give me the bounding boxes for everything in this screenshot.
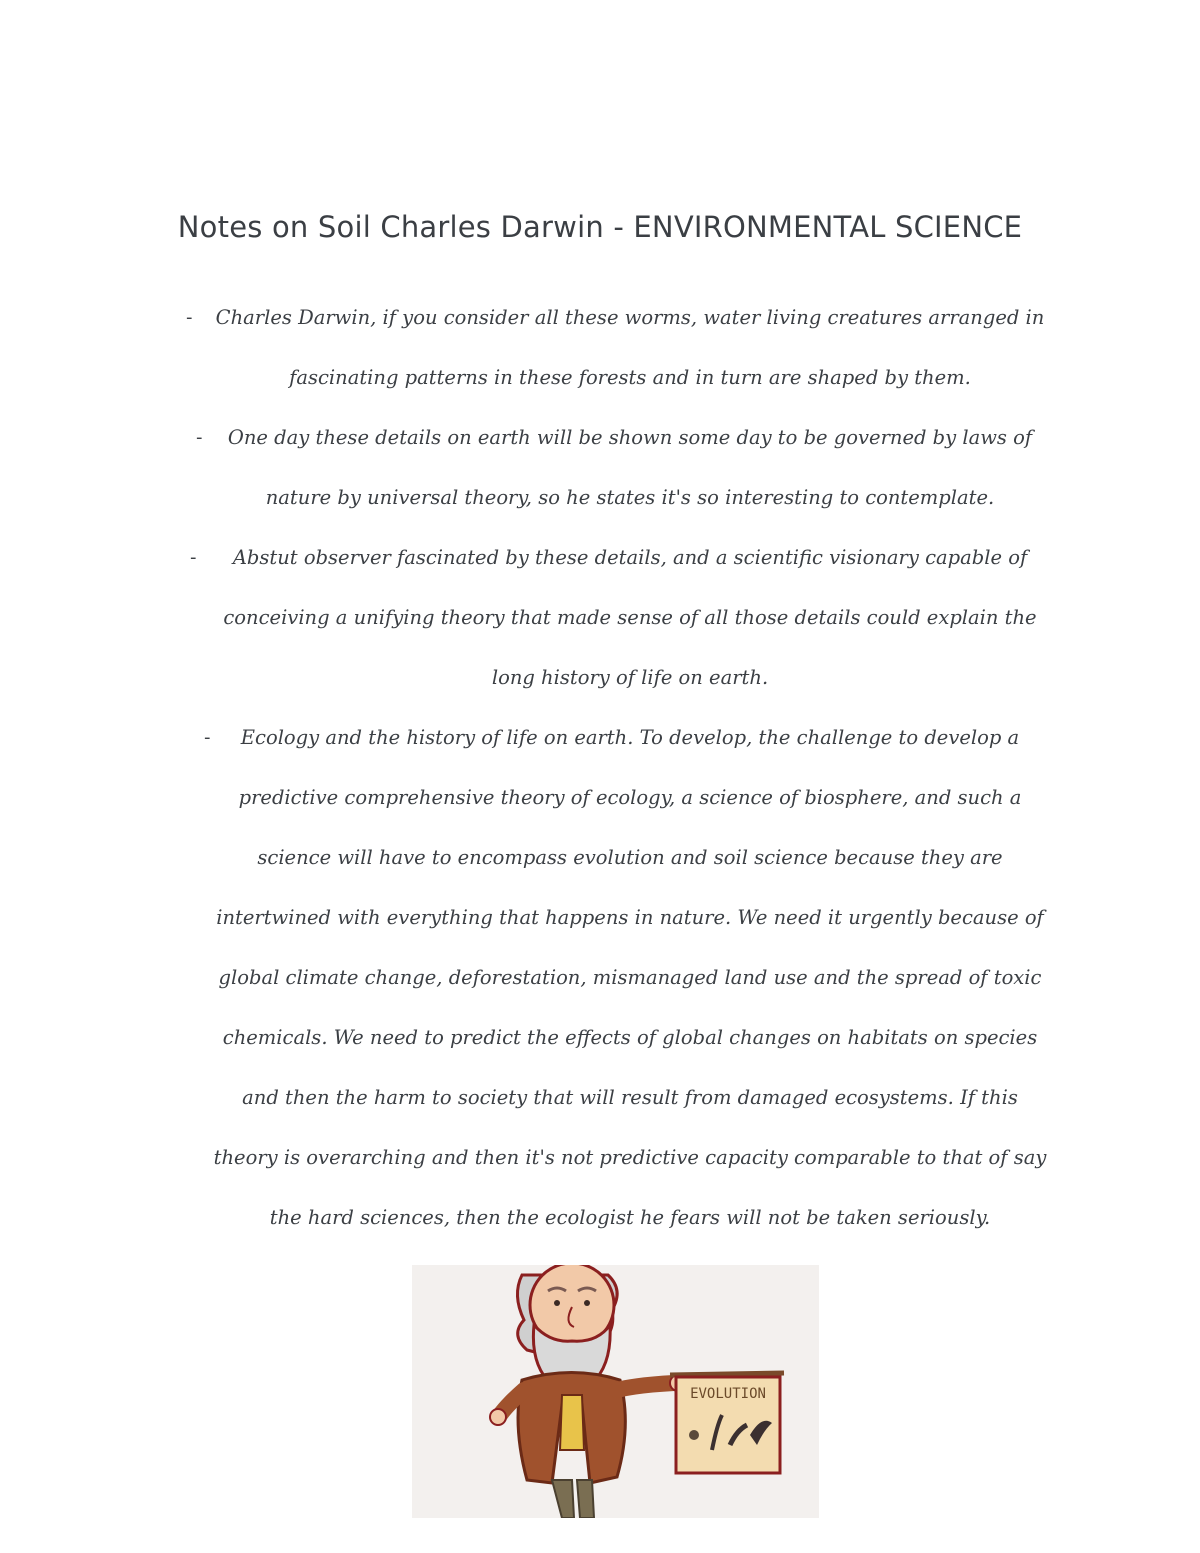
bullet-dash: - — [204, 727, 211, 748]
bullet-text: Ecology and the history of life on earth. To develop, the challenge to develop a predictive comprehensive theory of ecology, a science of biosphere, and such a science will have to encompass evolution and soil science because they are intertwined with everything that happens in nature. We need it urgently because of global climate change, deforestation, mismanaged land use and the spread of toxic chemicals. We need to predict the effects of global changes on habitats on species and then the harm to society that will result from damaged ecosystems. If this theory is overarching and then it's not predictive capacity comparable to that of say the hard sciences, then the ecologist he fears will not be taken seriously. — [213, 726, 1047, 1229]
bullet-text: Charles Darwin, if you consider all these worms, water living creatures arranged in fascinating patterns in these forests and in turn are shaped by them. — [215, 306, 1045, 389]
list-item — [150, 528, 1070, 708]
bullet-dash: - — [196, 427, 203, 448]
list-item — [150, 708, 1070, 1248]
darwin-cartoon-icon — [412, 1265, 819, 1518]
darwin-illustration — [412, 1265, 819, 1518]
bullet-text: One day these details on earth will be shown some day to be governed by laws of nature by universal theory, so he states it's so interesting to contemplate. — [227, 426, 1033, 509]
sign-label: EVOLUTION — [690, 1386, 766, 1402]
bullet-dash: - — [190, 547, 197, 568]
page-title: Notes on Soil Charles Darwin - ENVIRONMENTAL SCIENCE — [177, 210, 1023, 244]
bullet-dash: - — [186, 307, 193, 328]
bullet-text: Abstut observer fascinated by these details, and a scientific visionary capable of conceiving a unifying theory that made sense of all those details could explain the long history of life on earth. — [223, 546, 1037, 689]
list-item — [150, 288, 1070, 408]
list-item — [150, 408, 1070, 528]
bullet-list — [150, 288, 1070, 1248]
